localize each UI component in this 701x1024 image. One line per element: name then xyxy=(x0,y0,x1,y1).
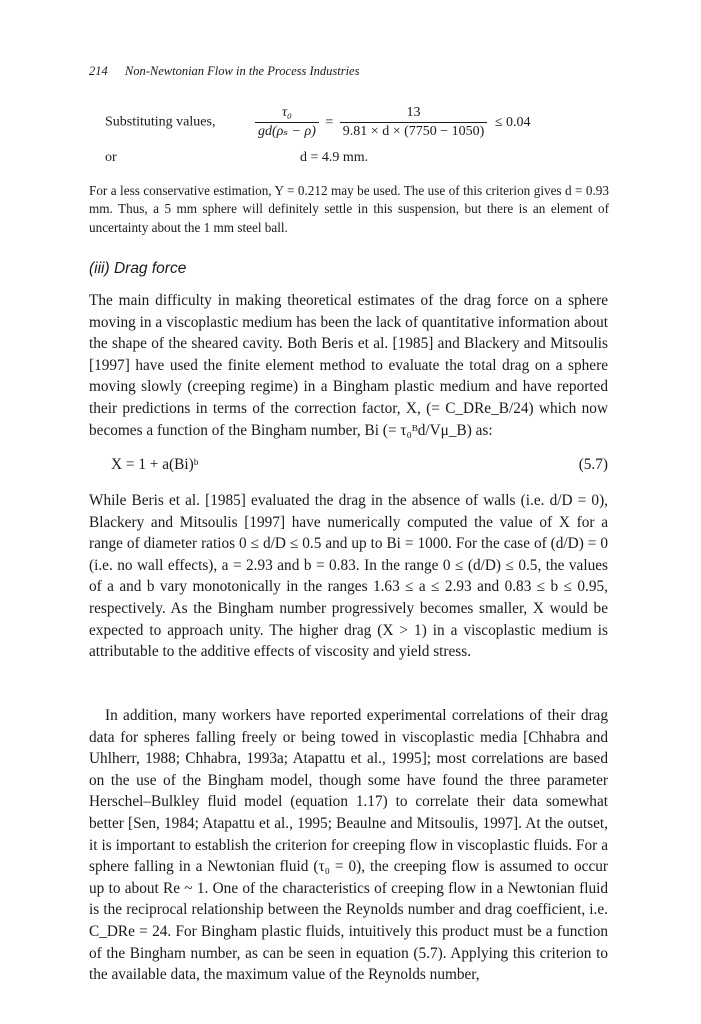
equation-5-7 xyxy=(89,456,608,478)
paragraph-correlations: In addition, many workers have reported experimental correlations of their drag data for spheres falling freely or being towed in viscoplastic media [Chhabra and Uhlherr, 1988; Chhabra, 1993a; Atapattu et al., 1995]; most correlations are based on the use of the Bingham model, though some have found the three parameter Herschel–Bulkley fluid model (equation 1.17) to correlate their data somewhat better [Sen, 1984; Atapattu et al., 1995; Beaulne and Mitsoulis, 1997]. At the outset, it is important to establish the criterion for creeping flow in viscoplastic fluids. For a sphere falling in a Newtonian fluid (τ₀ = 0), the creeping flow is assumed to occur up to about Re ~ 1. One of the characteristics of creeping flow in a Newtonian fluid is the reciprocal relationship between the Reynolds number and drag coefficient, i.e. C_DRe = 24. For Bingham plastic fluids, intuitively this product must be a function of the Bingham number, as can be seen in equation (5.7). Applying this criterion to the available data, the maximum value of the Reynolds number, xyxy=(89,707,608,984)
equation-number: (5.7) xyxy=(578,456,608,473)
fraction-denominator: gd(ρₛ − ρ) xyxy=(257,124,316,139)
fraction-values xyxy=(340,104,488,141)
result-equation: d = 4.9 mm. xyxy=(300,150,369,165)
bound-value: ≤ 0.04 xyxy=(494,114,531,130)
equals-sign: = xyxy=(325,114,334,130)
section-heading: (iii) Drag force xyxy=(89,260,187,277)
paragraph-walls: While Beris et al. [1985] evaluated the drag in the absence of walls (i.e. d/D = 0), Blackery and Mitsoulis [1997] have numerically computed the value of X for a range of diameter ratios 0 ≤ d/D ≤ 0.5 and up to Bi = 1000. For the case of (d/D) = 0 (i.e. no wall effects), a = 2.93 and b = 0.83. In the range 0 ≤ (d/D) ≤ 0.5, the values of a and b vary monotonically in the ranges 1.63 ≤ a ≤ 2.93 and 0.83 ≤ b ≤ 0.95, respectively. As the Bingham number progressively becomes smaller, X would be expected to approach unity. The higher drag (X > 1) in a viscoplastic medium is attributable to the additive effects of viscosity and yield stress. xyxy=(89,492,608,661)
page-number: 214 xyxy=(89,64,108,78)
fraction-yield-stress xyxy=(255,104,319,141)
substitution-equation xyxy=(105,104,531,141)
running-title: Non-Newtonian Flow in the Process Industries xyxy=(124,64,360,78)
fraction-denominator: 9.81 × d × (7750 − 1050) xyxy=(342,124,485,139)
or-label: or xyxy=(105,150,117,165)
paragraph-drag-intro: The main difficulty in making theoretical estimates of the drag force on a sphere moving in a viscoplastic medium has been the lack of quantitative information about the shape of the sheared cavity. Both Beris et al. [1985] and Blackery and Mitsoulis [1997] have used the finite element method to evaluate the total drag on a sphere moving slowly (creeping regime) in a Bingham plastic medium and have reported their predictions in terms of the correction factor, X, (= C_DRe_B/24) which now becomes a function of the Bingham number, Bi (= τ₀ᴮd/Vμ_B) as: xyxy=(89,292,608,439)
paragraph-estimation: For a less conservative estimation, Y = 0.212 may be used. The use of this criterion gives d = 0.93 mm. Thus, a 5 mm sphere will definitely settle in this suspension, but there is an element of uncertainty about the 1 mm steel ball. xyxy=(89,183,609,235)
equation-text: X = 1 + a(Bi)ᵇ xyxy=(111,456,199,473)
fraction-numerator: 13 xyxy=(340,104,488,123)
fraction-numerator: τ₀ xyxy=(255,104,319,123)
running-head xyxy=(89,64,359,79)
substitution-label: Substituting values, xyxy=(105,114,216,130)
